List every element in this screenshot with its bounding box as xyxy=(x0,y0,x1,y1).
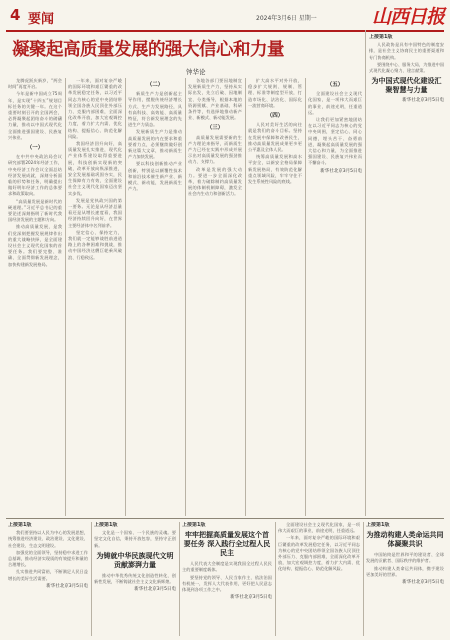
paragraph: 文化是一个国家、一个民族的灵魂。要坚定文化自信，秉持开放包容，坚持守正创新。 xyxy=(94,530,176,548)
paragraph: 各地各部门要因地制宜发展新质生产力，坚持从实际出发，先立后破、因地制宜、分类指导，根据本地的资源禀赋、产业基础、科研条件等，有选择地推动新产业、新模式、新动能发展。 xyxy=(188,78,242,121)
issue-date: 2024年3月6日 星期一 xyxy=(256,15,317,22)
column-divider xyxy=(185,78,186,516)
masthead-logo: 山西日报 xyxy=(372,6,445,28)
column-divider xyxy=(91,522,92,636)
paragraph: 人民代表大会制度是实现我国全过程人民民主的重要制度载体。 xyxy=(182,561,272,573)
paragraph: 龙腾虎跃庆新岁，“两会时间”再度开启。 xyxy=(8,78,62,90)
paragraph: 扩大高水平对外开放，稳步扩大规则、规制、管理、标准等制度型开放，打造市场化、法治化、国际化一流营商环境。 xyxy=(248,78,302,108)
paragraph: 中国始终是世界和平的建设者、全球发展的贡献者、国际秩序的维护者。 xyxy=(366,552,444,564)
paragraph: 推动中华优秀传统文化创造性转化、创新性发展，不断铸就社会主义文化新辉煌。 xyxy=(94,572,176,585)
right-column-story xyxy=(369,34,444,516)
column-divider xyxy=(179,522,180,636)
continued-tag: 上接第1版 xyxy=(182,522,206,528)
section-heading: （三） xyxy=(206,125,224,132)
article-column-6 xyxy=(308,78,362,516)
section-name: 要闻 xyxy=(28,12,55,27)
column-divider xyxy=(365,30,366,516)
article-byline: 新华社北京3月5日电 xyxy=(46,583,88,589)
paragraph: 要围绕中心、服务大局，为推进中国式现代化凝心聚力、建言献策。 xyxy=(369,61,444,74)
section-heading: （五） xyxy=(326,82,344,88)
column-divider xyxy=(65,78,66,516)
section-heading: （一） xyxy=(26,145,44,152)
paragraph: 发展新质生产力是推动高质量发展的内在要求和重要着力点，必须继续做好创新这篇大文章，推动新质生产力加快发展。 xyxy=(128,129,182,160)
paragraph: 一年来，面对复杂严峻的国际环境和艰巨繁重的改革发展稳定任务，以习近平同志为核心的党中央团结带领全国各族人民顶住外部压力、克服内部困难，全面深化改革开放，加大宏观调控力度，着力扩大内需、优化结构、提振信心、防范化解风险。 xyxy=(68,78,122,139)
article-column-3 xyxy=(128,78,182,516)
column-divider xyxy=(245,78,246,516)
section-heading: （四） xyxy=(266,113,284,120)
lower-story-1 xyxy=(8,522,88,636)
paragraph: 人民政协是具有中国特色的制度安排，是社会主义协商民主的重要渠道和专门协商机构。 xyxy=(369,42,444,60)
column-divider xyxy=(305,78,306,516)
paragraph: 要以科技创新推动产业创新，特别是以颠覆性技术和前沿技术催生新产业、新模式、新动能，发展新质生产力。 xyxy=(128,161,182,192)
paragraph: 我国经济回升向好，高质量发展扎实推进，现代化产业体系建设取得重要进展，科技创新实现新的突破，改革开放向纵深推进，安全发展基础巩固夯实，民生保障有力有效，全面建设社会主义现代化国家迈出坚实步伐。 xyxy=(68,141,122,196)
continued-tag: 上接第1版 xyxy=(369,34,393,40)
continued-tag: 上接第1版 xyxy=(366,522,390,528)
paragraph: 新质生产力是创新起主导作用，摆脱传统经济增长方式、生产力发展路径，具有高科技、高效能、高质量特征，符合新发展理念的先进生产力质态。 xyxy=(128,91,182,128)
header-rule xyxy=(6,30,444,32)
story-headline: 为铸就中华民族现代文明贡献澎湃力量 xyxy=(96,551,174,569)
lower-story-5 xyxy=(366,522,444,636)
column-divider xyxy=(275,522,276,636)
article-column-4 xyxy=(188,78,242,516)
article-byline: 新华社北京3月5日电 xyxy=(230,595,272,601)
lower-story-3 xyxy=(182,522,272,636)
paragraph: “高质量发展是新时代的硬道理。”习近平总书记的重要论述深刻指明了新时代我国经济发展的主题和方向。 xyxy=(8,198,62,223)
article-byline: 新华社北京3月5日电 xyxy=(134,587,176,593)
paragraph: 坚定信心、保持定力，我们就一定能够战胜前进道路上的各种困难和挑战，推动中国经济这艘巨轮乘风破浪、行稳致远。 xyxy=(68,229,122,260)
paragraph: 全面建设社会主义现代化国家，是一项伟大而艰巨的事业，前途光明，任重道远。 xyxy=(308,91,362,115)
page-number: 4 xyxy=(10,6,21,24)
section-divider xyxy=(6,518,444,519)
paragraph: 我们要坚持以人民为中心的发展思想，统筹推进经济建设、政治建设、文化建设、社会建设、生态文明建设。 xyxy=(8,530,88,548)
story-headline: 为推动构建人类命运共同体凝聚共识 xyxy=(366,531,444,549)
paragraph: 发展是党执政兴国的第一要务。无论是从经济总量看还是从增长速度看，我国经济持续回升向好，在世界主要经济体中名列前茅。 xyxy=(68,197,122,228)
paragraph: 推动高质量发展，是我们党深刻把握发展规律作出的重大战略抉择，是全面建设社会主义现代化国家的首要任务。我们要完整、准确、全面贯彻新发展理念，加快构建新发展格局。 xyxy=(8,224,62,267)
story-headline: 牢牢把握高质量发展这个首要任务 深入践行全过程人民民主 xyxy=(183,531,271,558)
paragraph: 高质量发展需要新的生产力理论来指导，而新质生产力已经在实践中形成并展示出对高质量发展的强劲推动力、支撑力。 xyxy=(188,134,242,165)
lower-story-4 xyxy=(278,522,360,636)
paragraph: 推动构建人类命运共同体，携手建设更加美好的世界。 xyxy=(366,565,444,577)
article-author: 钟华论 xyxy=(186,68,206,76)
article-column-1 xyxy=(8,78,62,516)
paragraph: 要坚持党的领导、人民当家作主、依法治国有机统一，发挥人大代表作用，更好把人民意志体现到各项工作之中。 xyxy=(182,574,272,593)
article-byline: 新华社北京3月5日电 xyxy=(402,580,444,586)
paragraph: 改革是发展的强大动力。要进一步全面深化改革，着力破除制约高质量发展的体制机制障碍，激发全社会内生动力和创新活力。 xyxy=(188,166,242,197)
column-divider xyxy=(125,78,126,516)
article-title: 凝聚起高质量发展的强大信心和力量 xyxy=(12,40,284,60)
paragraph: 让我们更加紧密地团结在以习近平同志为核心的党中央周围，坚定信心、同心同德，埋头苦干、奋勇前进，凝聚起高质量发展的强大信心和力量，为全面推进强国建设、民族复兴伟业而不懈奋斗。 xyxy=(308,117,362,166)
article-byline: 新华社北京3月5日电 xyxy=(402,98,444,104)
article-column-2 xyxy=(68,78,122,516)
lower-story-2 xyxy=(94,522,176,636)
story-headline: 为中国式现代化建设汇聚智慧与力量 xyxy=(371,77,442,95)
paragraph: 统筹高质量发展和高水平安全，以新安全格局保障新发展格局，有效防范化解重点领域风险，牢牢守住不发生系统性风险的底线。 xyxy=(248,154,302,185)
paragraph: 扎实推进共同富裕，不断满足人民日益增长的美好生活需要。 xyxy=(8,569,88,581)
paragraph: 在中共中央政治局会议研究部署2024年经济工作，中央经济工作会议全面总结经济发展成就，深刻分析面临的形势和任务，明确提出做好明年经济工作的总体要求和政策取向。 xyxy=(8,154,62,197)
page-header xyxy=(6,4,444,30)
paragraph: 今年是新中国成立75周年，是实现“十四五”规划目标任务的关键一年。在这个重要时刻召开的全国两会，必将凝聚起团结奋斗的磅礴力量，推动以中国式现代化全面推进强国建设、民族复兴伟业。 xyxy=(8,91,62,140)
paragraph: 一年来，面对复杂严峻的国际环境和艰巨繁重的改革发展稳定任务，以习近平同志为核心的党中央团结带领全国各族人民顶住外部压力、克服内部困难，全面深化改革开放，加大宏观调控力度，着力扩大内需、优化结构、提振信心、防范化解风险。 xyxy=(278,535,360,572)
article-byline: 新华社北京3月5日电 xyxy=(320,168,362,174)
column-divider xyxy=(363,522,364,636)
section-heading: （二） xyxy=(146,82,164,88)
paragraph: 加强党的全面领导，坚持稳中求进工作总基调，推动经济实现质的有效提升和量的合理增长。 xyxy=(8,549,88,568)
paragraph: 人民对美好生活的向往就是我们的奋斗目标。坚持在发展中保障和改善民生，推动高质量发展成果更多更公平惠及全体人民。 xyxy=(248,122,302,153)
article-column-5 xyxy=(248,78,302,516)
continued-tag: 上接第1版 xyxy=(94,522,118,528)
continued-tag: 上接第1版 xyxy=(8,522,32,528)
paragraph: 全面建设社会主义现代化国家，是一项伟大而艰巨的事业，前途光明，任重道远。 xyxy=(278,522,360,534)
